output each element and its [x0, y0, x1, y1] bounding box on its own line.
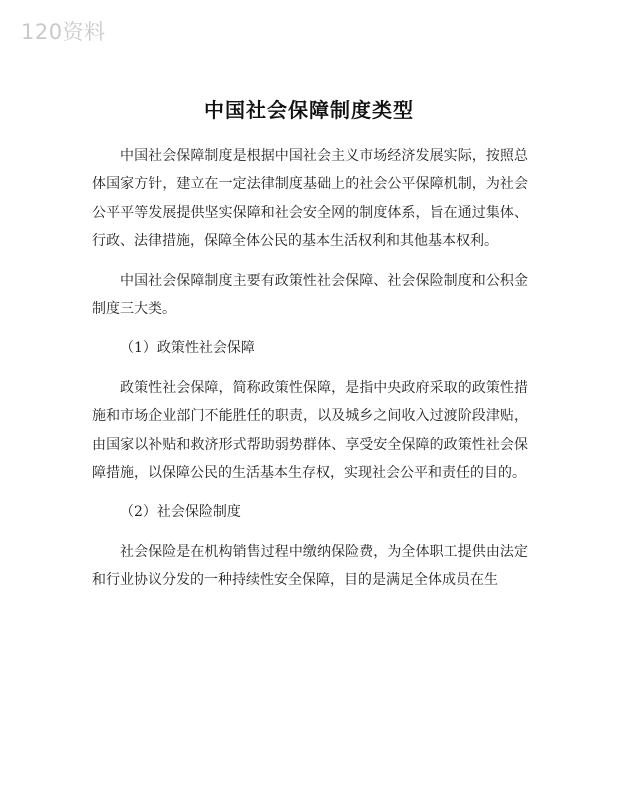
paragraph-policy-security: 政策性社会保障，简称政策性保障，是指中央政府采取的政策性措施和市场企业部门不能胜任的职责，以及城乡之间收入过渡阶段津贴，由国家以补贴和救济形式帮助弱势群体、享受安全保障的政策性社会保障措施，以保障公民的生活基本生存权，实现社会公平和责任的目的。	[92, 379, 528, 482]
document-title: 中国社会保障制度类型	[204, 98, 414, 122]
paragraph-categories: 中国社会保障制度主要有政策性社会保障、社会保险制度和公积金制度三大类。	[92, 272, 528, 318]
document-body	[92, 142, 528, 606]
paragraph-social-insurance: 社会保险是在机构销售过程中缴纳保险费，为全体职工提供由法定和行业协议分发的一种持续性安全保障，目的是满足全体成员在生	[92, 543, 528, 589]
section-heading-policy-security: （1）政策性社会保障	[120, 340, 255, 357]
watermark-text: 120资料	[21, 20, 106, 44]
paragraph-intro: 中国社会保障制度是根据中国社会主义市场经济发展实际，按照总体国家方针，建立在一定法律制度基础上的社会公平保障机制，为社会公平平等发展提供坚实保障和社会安全网的制度体系，旨在通过集体、行政、法律措施，保障全体公民的基本生活权利和其他基本权利。	[92, 148, 528, 250]
section-heading-social-insurance: （2）社会保险制度	[120, 504, 241, 521]
